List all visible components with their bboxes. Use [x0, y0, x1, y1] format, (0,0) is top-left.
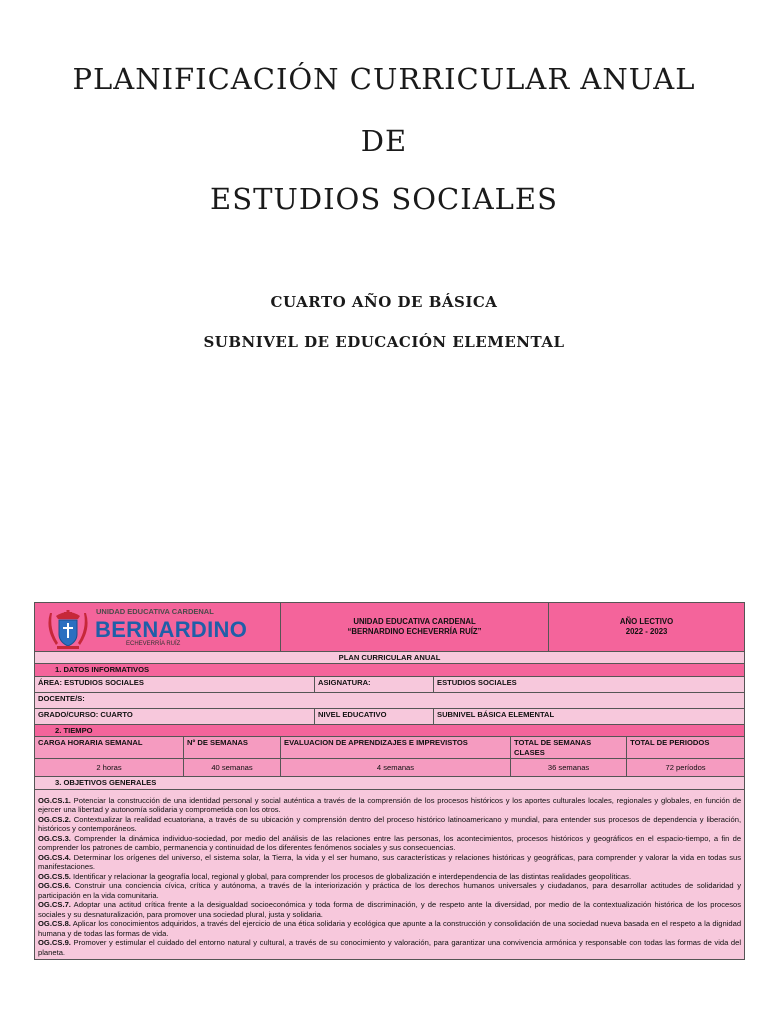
- cover-title-line3: ESTUDIOS SOCIALES: [210, 182, 558, 216]
- objective-item: OG.CS.7. Adoptar una actitud crítica frente a la desigualdad socioeconómica y toda forma de discriminación, y de respeto ante la diversidad, por medio de la contextualización histórica de los procesos sociales y su desnaturalización, para promover una sociedad plural, justa y solidaria.: [38, 900, 742, 919]
- plan-table: [34, 602, 745, 960]
- objective-item: OG.CS.4. Determinar los orígenes del universo, el sistema solar, la Tierra, la vida y el ser humano, sus características y relaciones históricas y geográficas, para comprender y valorar la vida en todas sus manifestaciones.: [38, 852, 742, 872]
- objective-item: OG.CS.6. Construir una conciencia cívica, crítica y autónoma, a través de la interiorización y práctica de los derechos humanos universales y ciudadanos, para desarrollar actitudes de solidaridad y participación en la vida comunitaria.: [38, 881, 742, 900]
- logo-subtext: ECHEVERRÍA RUÍZ: [126, 641, 181, 647]
- section1-title-row: [35, 664, 745, 676]
- tiempo-carga-value: 2 horas: [35, 759, 184, 777]
- objective-item: OG.CS.9. Promover y estimular el cuidado del entorno natural y cultural, a través de su conocimiento y valoración, para garantizar una convivencia armónica y responsable con todas las formas de vida del planeta.: [38, 938, 742, 957]
- school-name-line2: “BERNARDINO ECHEVERRÍA RUÍZ”: [347, 627, 482, 636]
- section1-title: 1. DATOS INFORMATIVOS: [35, 664, 745, 676]
- tiempo-header-row: [35, 737, 745, 759]
- school-year-value: 2022 - 2023: [625, 627, 668, 636]
- grado-field: GRADO/CURSO: CUARTO: [35, 708, 315, 724]
- cover-grade: CUARTO AÑO DE BÁSICA: [270, 293, 498, 311]
- objective-item: OG.CS.3. Comprender la dinámica individuo-sociedad, por medio del análisis de las relaciones entre las personas, los acontecimientos, procesos históricos y geográficos en el espacio-tiempo, a fin de comprender los patrones de cambio, permanencia y continuidad de los diferentes fenómenos sociales y sus consecuencias.: [38, 833, 742, 853]
- school-crest-icon: [48, 607, 88, 649]
- docente-field: DOCENTE/S:: [35, 692, 745, 708]
- cover-title-line1: PLANIFICACIÓN CURRICULAR ANUAL: [72, 62, 696, 96]
- section3-title: 3. OBJETIVOS GENERALES: [35, 777, 745, 789]
- objective-item: OG.CS.8. Aplicar los conocimientos adquiridos, a través del ejercicio de una ética solidaria y ecológica que apunte a la construcción y consolidación de una sociedad nueva basada en el respeto a la dignidad humana y de todas las formas de vida.: [38, 919, 742, 938]
- area-field: ÁREA: ESTUDIOS SOCIALES: [35, 676, 315, 692]
- objective-item: OG.CS.2. Contextualizar la realidad ecuatoriana, a través de su ubicación y comprensión dentro del proceso histórico latinoamericano y mundial, para entender sus procesos de dependencia y liberación, históricos y contemporáneos.: [38, 814, 742, 834]
- objective-item: OG.CS.5. Identificar y relacionar la geografía local, regional y global, para comprender los procesos de globalización e interdependencia de las distintas realidades geopolíticas.: [38, 871, 632, 881]
- tiempo-periodos-value: 72 períodos: [627, 759, 745, 777]
- tiempo-header-evaluacion: EVALUACION DE APRENDIZAJES E IMPREVISTOS: [281, 737, 511, 759]
- docente-row: [35, 692, 745, 708]
- school-year-cell: [549, 603, 745, 652]
- tiempo-header-carga: CARGA HORARIA SEMANAL: [35, 737, 184, 759]
- objectives-list: [35, 789, 745, 959]
- school-logo: [35, 603, 281, 652]
- section2-title-row: [35, 724, 745, 736]
- tiempo-header-periodos: TOTAL DE PERIODOS: [627, 737, 745, 759]
- nivel-label: NIVEL EDUCATIVO: [315, 708, 434, 724]
- tiempo-header-semanas: Nº DE SEMANAS: [184, 737, 281, 759]
- area-row: [35, 676, 745, 692]
- school-name-cell: [281, 603, 549, 652]
- tiempo-header-total-semanas: TOTAL DE SEMANAS CLASES: [511, 737, 627, 759]
- objective-item: OG.CS.1. Potenciar la construcción de una identidad personal y social auténtica a través de la comprensión de los procesos históricos y los aportes culturales locales, regionales y globales, en función de ejercer una libertad y autonomía solidaria y comprometida con los otros.: [38, 795, 742, 815]
- asignatura-label: ASIGNATURA:: [315, 676, 434, 692]
- school-name-line1: UNIDAD EDUCATIVA CARDENAL: [353, 617, 476, 627]
- tiempo-evaluacion-value: 4 semanas: [281, 759, 511, 777]
- logo-name: BERNARDINO: [95, 617, 248, 642]
- tiempo-semanas-value: 40 semanas: [184, 759, 281, 777]
- tiempo-total-semanas-value: 36 semanas: [511, 759, 627, 777]
- cover-title-line2: DE: [360, 124, 408, 158]
- tiempo-values-row: [35, 759, 745, 777]
- section2-title: 2. TIEMPO: [35, 724, 745, 736]
- logo-small-text: UNIDAD EDUCATIVA CARDENAL: [96, 607, 214, 616]
- nivel-value: SUBNIVEL BÁSICA ELEMENTAL: [434, 708, 745, 724]
- objectives-row: [35, 789, 745, 959]
- school-year-label: AÑO LECTIVO: [619, 617, 674, 627]
- section3-title-row: [35, 777, 745, 789]
- plan-title: PLAN CURRICULAR ANUAL: [35, 652, 745, 664]
- school-header-row: [35, 603, 745, 652]
- asignatura-value: ESTUDIOS SOCIALES: [434, 676, 745, 692]
- plan-title-row: [35, 652, 745, 664]
- cover-sublevel: SUBNIVEL DE EDUCACIÓN ELEMENTAL: [203, 333, 565, 351]
- grado-row: [35, 708, 745, 724]
